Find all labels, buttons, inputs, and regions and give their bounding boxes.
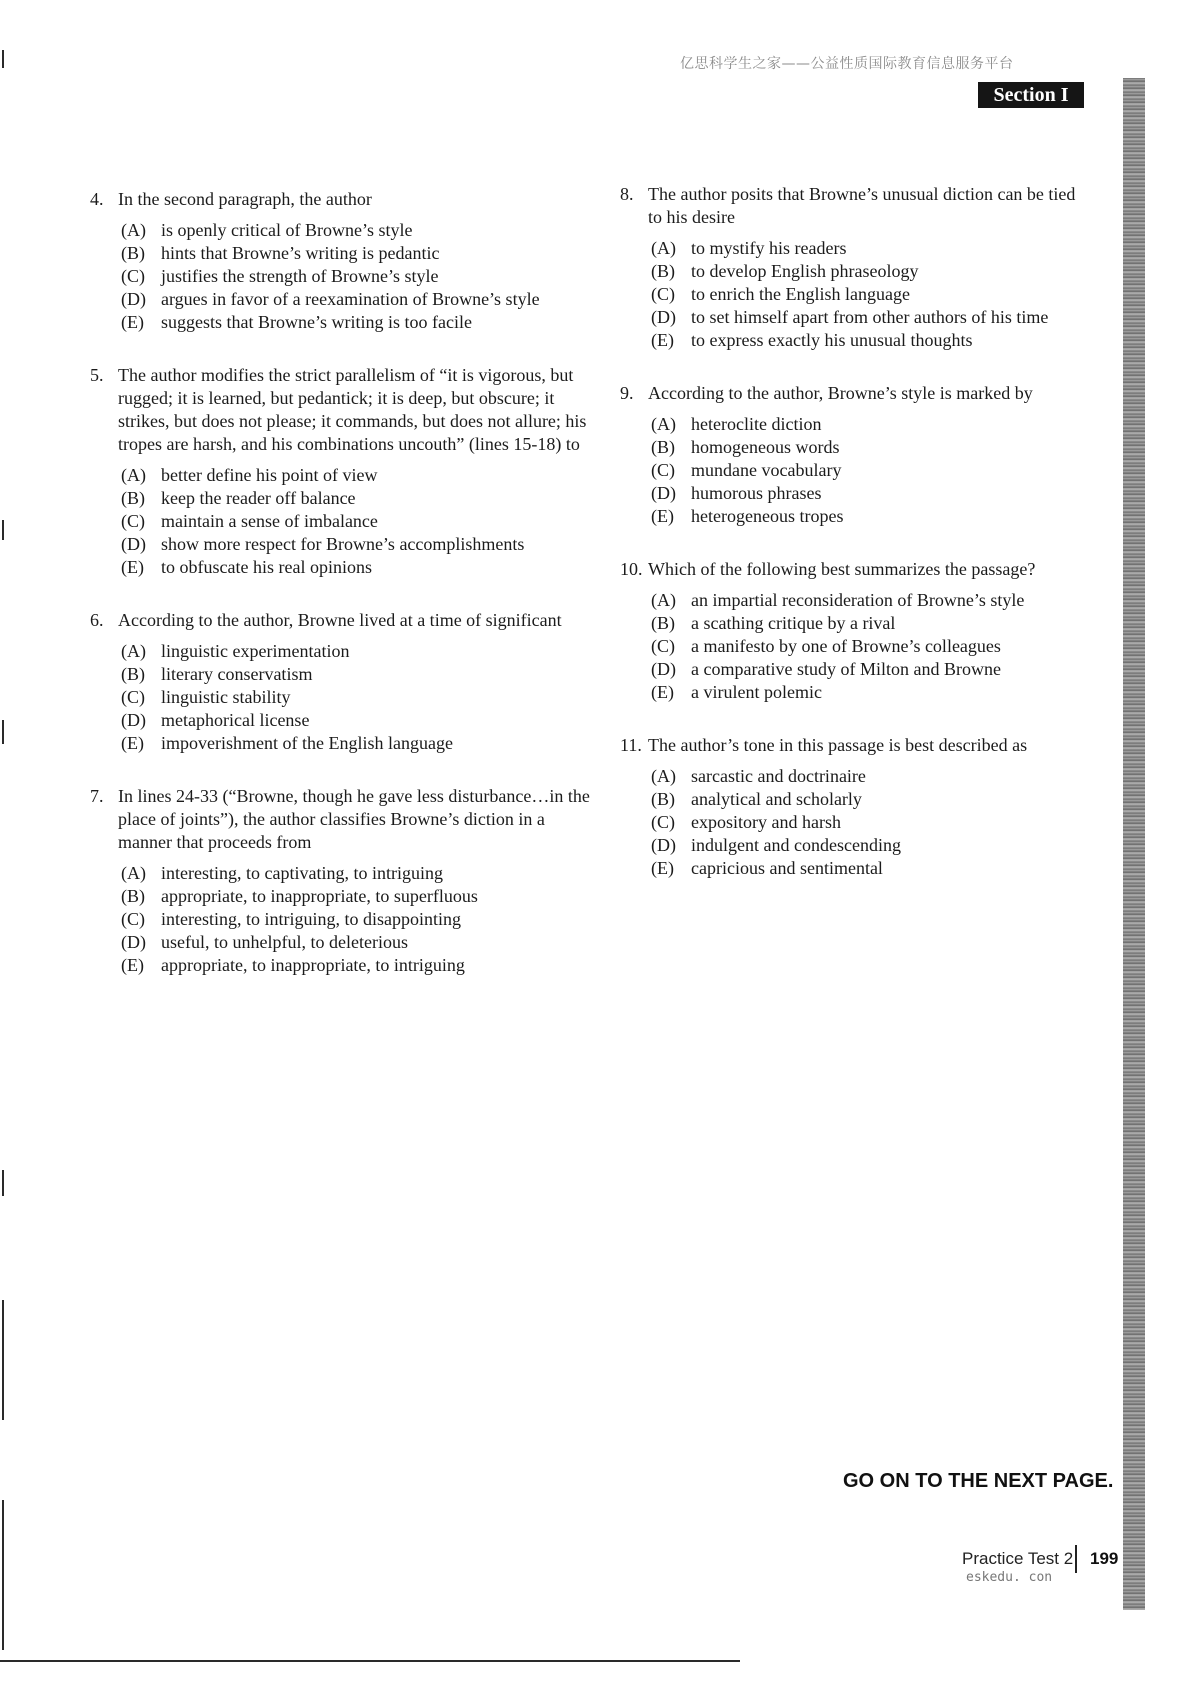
choice-text: indulgent and condescending (691, 835, 901, 855)
choice-letter: (B) (121, 488, 145, 508)
footer-divider (1075, 1545, 1077, 1573)
watermark-text: 亿思科学生之家——公益性质国际教育信息服务平台 (680, 56, 1014, 72)
choice-text: appropriate, to inappropriate, to superfluous (161, 886, 478, 906)
choice-text: a manifesto by one of Browne’s colleagues (691, 636, 1001, 656)
choice-letter: (A) (651, 238, 676, 258)
question-9 (620, 382, 1090, 528)
choice-letter: (C) (651, 812, 675, 832)
answer-choice (651, 635, 1090, 658)
choice-letter: (D) (121, 289, 146, 309)
answer-choice (121, 908, 590, 931)
question-number: 11. (620, 735, 642, 755)
answer-choice (121, 219, 590, 242)
choice-text: suggests that Browne’s writing is too facile (161, 312, 472, 332)
answer-choice (651, 260, 1090, 283)
answer-choice (121, 265, 590, 288)
choice-letter: (A) (121, 465, 146, 485)
question-stem (90, 188, 590, 211)
choice-letter: (E) (121, 312, 144, 332)
question-text: In lines 24-33 (“Browne, though he gave less disturbance…in the place of joints”), the author classifies Browne’s diction in a manner that proceeds from (118, 786, 590, 852)
choice-text: to set himself apart from other authors of his time (691, 307, 1049, 327)
go-on-notice: GO ON TO THE NEXT PAGE. (843, 1470, 1114, 1492)
choice-text: literary conservatism (161, 664, 313, 684)
choice-letter: (C) (121, 909, 145, 929)
answer-choice (651, 413, 1090, 436)
choice-text: hints that Browne’s writing is pedantic (161, 243, 440, 263)
question-stem (620, 183, 1090, 229)
choice-letter: (A) (651, 590, 676, 610)
answer-choice (121, 709, 590, 732)
choice-letter: (C) (651, 636, 675, 656)
answer-choices (651, 589, 1090, 704)
answer-choice (121, 885, 590, 908)
answer-choices (121, 640, 590, 755)
answer-choice (651, 283, 1090, 306)
choice-letter: (E) (651, 682, 674, 702)
choice-letter: (E) (121, 733, 144, 753)
choice-text: keep the reader off balance (161, 488, 356, 508)
answer-choice (651, 834, 1090, 857)
choice-letter: (E) (651, 330, 674, 350)
answer-choice (121, 311, 590, 334)
answer-choice (121, 464, 590, 487)
choice-letter: (A) (121, 641, 146, 661)
question-stem (90, 364, 590, 456)
question-number: 9. (620, 383, 634, 403)
answer-choice (651, 788, 1090, 811)
choice-letter: (D) (651, 307, 676, 327)
question-number: 5. (90, 365, 104, 385)
choice-text: mundane vocabulary (691, 460, 842, 480)
choice-letter: (A) (121, 220, 146, 240)
scan-left-marks (0, 0, 6, 1684)
answer-choice (651, 306, 1090, 329)
question-number: 4. (90, 189, 104, 209)
answer-choice (121, 862, 590, 885)
answer-choice (121, 640, 590, 663)
question-text: According to the author, Browne’s style is marked by (648, 383, 1033, 403)
choice-text: to mystify his readers (691, 238, 847, 258)
choice-letter: (B) (651, 261, 675, 281)
choice-text: linguistic experimentation (161, 641, 350, 661)
right-question-column (620, 183, 1090, 910)
answer-choice (651, 589, 1090, 612)
choice-text: a comparative study of Milton and Browne (691, 659, 1001, 679)
answer-choice (651, 857, 1090, 880)
choice-text: humorous phrases (691, 483, 822, 503)
answer-choice (651, 612, 1090, 635)
answer-choices (651, 765, 1090, 880)
page-number: 199 (1090, 1549, 1119, 1568)
choice-text: better define his point of view (161, 465, 378, 485)
choice-text: heterogeneous tropes (691, 506, 844, 526)
answer-choice (121, 533, 590, 556)
choice-letter: (E) (651, 858, 674, 878)
question-stem (620, 734, 1090, 757)
choice-letter: (B) (651, 437, 675, 457)
question-text: In the second paragraph, the author (118, 189, 372, 209)
answer-choice (651, 765, 1090, 788)
choice-letter: (D) (121, 534, 146, 554)
answer-choice (121, 510, 590, 533)
choice-letter: (C) (121, 687, 145, 707)
answer-choice (651, 237, 1090, 260)
choice-letter: (D) (651, 659, 676, 679)
choice-text: maintain a sense of imbalance (161, 511, 378, 531)
choice-letter: (E) (651, 506, 674, 526)
section-badge: Section I (978, 82, 1084, 108)
answer-choice (651, 329, 1090, 352)
choice-letter: (C) (651, 460, 675, 480)
question-stem (90, 609, 590, 632)
choice-letter: (A) (121, 863, 146, 883)
question-6 (90, 609, 590, 755)
choice-text: heteroclite diction (691, 414, 822, 434)
choice-text: a virulent polemic (691, 682, 822, 702)
question-5 (90, 364, 590, 579)
answer-choices (651, 237, 1090, 352)
question-number: 10. (620, 559, 643, 579)
answer-choice (121, 288, 590, 311)
answer-choice (121, 954, 590, 977)
question-number: 7. (90, 786, 104, 806)
scan-edge-strip (1123, 78, 1145, 1610)
answer-choice (121, 663, 590, 686)
question-10 (620, 558, 1090, 704)
answer-choice (651, 658, 1090, 681)
answer-choices (651, 413, 1090, 528)
choice-letter: (E) (121, 557, 144, 577)
choice-text: to express exactly his unusual thoughts (691, 330, 973, 350)
question-number: 8. (620, 184, 634, 204)
choice-letter: (C) (121, 511, 145, 531)
question-text: According to the author, Browne lived at a time of significant (118, 610, 562, 630)
answer-choice (121, 556, 590, 579)
answer-choice (121, 242, 590, 265)
footer-site-text: eskedu. con (966, 1570, 1053, 1585)
answer-choice (121, 931, 590, 954)
choice-letter: (C) (121, 266, 145, 286)
answer-choice (651, 811, 1090, 834)
choice-letter: (B) (121, 664, 145, 684)
choice-text: an impartial reconsideration of Browne’s style (691, 590, 1025, 610)
choice-text: show more respect for Browne’s accomplishments (161, 534, 525, 554)
choice-letter: (B) (121, 243, 145, 263)
choice-text: metaphorical license (161, 710, 310, 730)
answer-choice (651, 505, 1090, 528)
answer-choice (651, 681, 1090, 704)
choice-text: interesting, to captivating, to intriguing (161, 863, 443, 883)
choice-text: to obfuscate his real opinions (161, 557, 372, 577)
question-stem (620, 382, 1090, 405)
choice-letter: (B) (651, 613, 675, 633)
question-7 (90, 785, 590, 977)
choice-letter: (D) (651, 835, 676, 855)
choice-text: appropriate, to inappropriate, to intriguing (161, 955, 465, 975)
question-11 (620, 734, 1090, 880)
choice-letter: (D) (651, 483, 676, 503)
choice-letter: (E) (121, 955, 144, 975)
choice-text: useful, to unhelpful, to deleterious (161, 932, 408, 952)
answer-choices (121, 219, 590, 334)
answer-choice (651, 482, 1090, 505)
question-4 (90, 188, 590, 334)
question-number: 6. (90, 610, 104, 630)
choice-letter: (D) (121, 710, 146, 730)
choice-text: a scathing critique by a rival (691, 613, 896, 633)
choice-letter: (A) (651, 766, 676, 786)
choice-text: argues in favor of a reexamination of Browne’s style (161, 289, 540, 309)
left-question-column (90, 188, 590, 1007)
footer-test-label: Practice Test 2 (962, 1549, 1074, 1568)
answer-choice (121, 487, 590, 510)
choice-text: to enrich the English language (691, 284, 910, 304)
choice-text: expository and harsh (691, 812, 841, 832)
bottom-scan-line (0, 1660, 740, 1662)
choice-text: justifies the strength of Browne’s style (161, 266, 439, 286)
choice-letter: (B) (121, 886, 145, 906)
answer-choice (651, 459, 1090, 482)
answer-choices (121, 464, 590, 579)
question-text: The author posits that Browne’s unusual diction can be tied to his desire (648, 184, 1076, 227)
choice-text: capricious and sentimental (691, 858, 883, 878)
choice-text: to develop English phraseology (691, 261, 919, 281)
answer-choices (121, 862, 590, 977)
choice-text: homogeneous words (691, 437, 840, 457)
question-text: The author modifies the strict parallelism of “it is vigorous, but rugged; it is learned, but pedantick; it is deep, but obscure; it strikes, but does not please; it commands, but does not allure; his tropes are harsh, and his combinations uncouth” (lines 15-18) to (118, 365, 587, 454)
choice-text: linguistic stability (161, 687, 291, 707)
question-text: Which of the following best summarizes the passage? (648, 559, 1036, 579)
choice-letter: (C) (651, 284, 675, 304)
question-stem (620, 558, 1090, 581)
choice-text: impoverishment of the English language (161, 733, 453, 753)
answer-choice (651, 436, 1090, 459)
choice-letter: (D) (121, 932, 146, 952)
choice-text: analytical and scholarly (691, 789, 862, 809)
choice-letter: (A) (651, 414, 676, 434)
choice-letter: (B) (651, 789, 675, 809)
question-text: The author’s tone in this passage is best described as (648, 735, 1028, 755)
question-8 (620, 183, 1090, 352)
answer-choice (121, 732, 590, 755)
answer-choice (121, 686, 590, 709)
question-stem (90, 785, 590, 854)
choice-text: interesting, to intriguing, to disappointing (161, 909, 461, 929)
choice-text: sarcastic and doctrinaire (691, 766, 866, 786)
choice-text: is openly critical of Browne’s style (161, 220, 413, 240)
